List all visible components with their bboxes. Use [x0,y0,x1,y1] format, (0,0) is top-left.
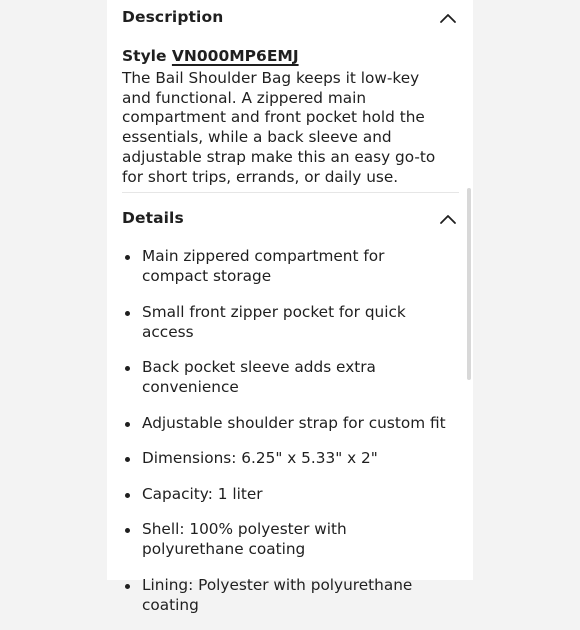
description-body: The Bail Shoulder Bag keeps it low-key and functional. A zippered main compartment and front pocket hold the essentials, while a back sleeve and adjustable strap make this an easy go-to for short trips, errands, or daily use. [122,69,436,186]
bullet-icon [125,311,130,316]
bullet-icon [125,422,130,427]
bullet-icon [125,493,130,498]
list-item-text: Main zippered compartment for compact storage [142,247,385,285]
style-line [122,47,299,65]
style-code-link[interactable]: VN000MP6EMJ [171,47,299,65]
list-item-text: Adjustable shoulder strap for custom fit [142,413,446,432]
list-item [122,519,452,559]
scrollbar-thumb[interactable] [467,188,471,380]
list-item [122,302,452,342]
description-accordion-header[interactable] [122,4,459,34]
bullet-icon [125,528,130,533]
bullet-icon [125,584,130,589]
list-item [122,575,452,615]
list-item [122,413,452,433]
details-accordion-header[interactable] [122,205,459,235]
description-title: Description [122,8,224,26]
list-item [122,357,452,397]
chevron-up-icon[interactable] [439,12,457,24]
bullet-icon [125,457,130,462]
details-title: Details [122,209,184,227]
bullet-icon [125,255,130,260]
bullet-icon [125,366,130,371]
list-item-text: Small front zipper pocket for quick access [142,302,406,341]
details-list [122,246,452,630]
list-item-text: Shell: 100% polyester with polyurethane coating [142,520,347,558]
list-item [122,484,452,504]
product-info-panel [107,0,473,614]
list-item [122,246,452,286]
list-item-text: Back pocket sleeve adds extra convenience [142,358,376,396]
list-item-text: Lining: Polyester with polyurethane coating [142,575,413,614]
style-label: Style [122,47,167,65]
list-item [122,448,452,468]
section-divider [122,192,459,193]
list-item-text: Capacity: 1 liter [142,484,263,503]
list-item-text: Dimensions: 6.25" x 5.33" x 2" [142,449,378,467]
chevron-up-icon[interactable] [439,213,457,225]
